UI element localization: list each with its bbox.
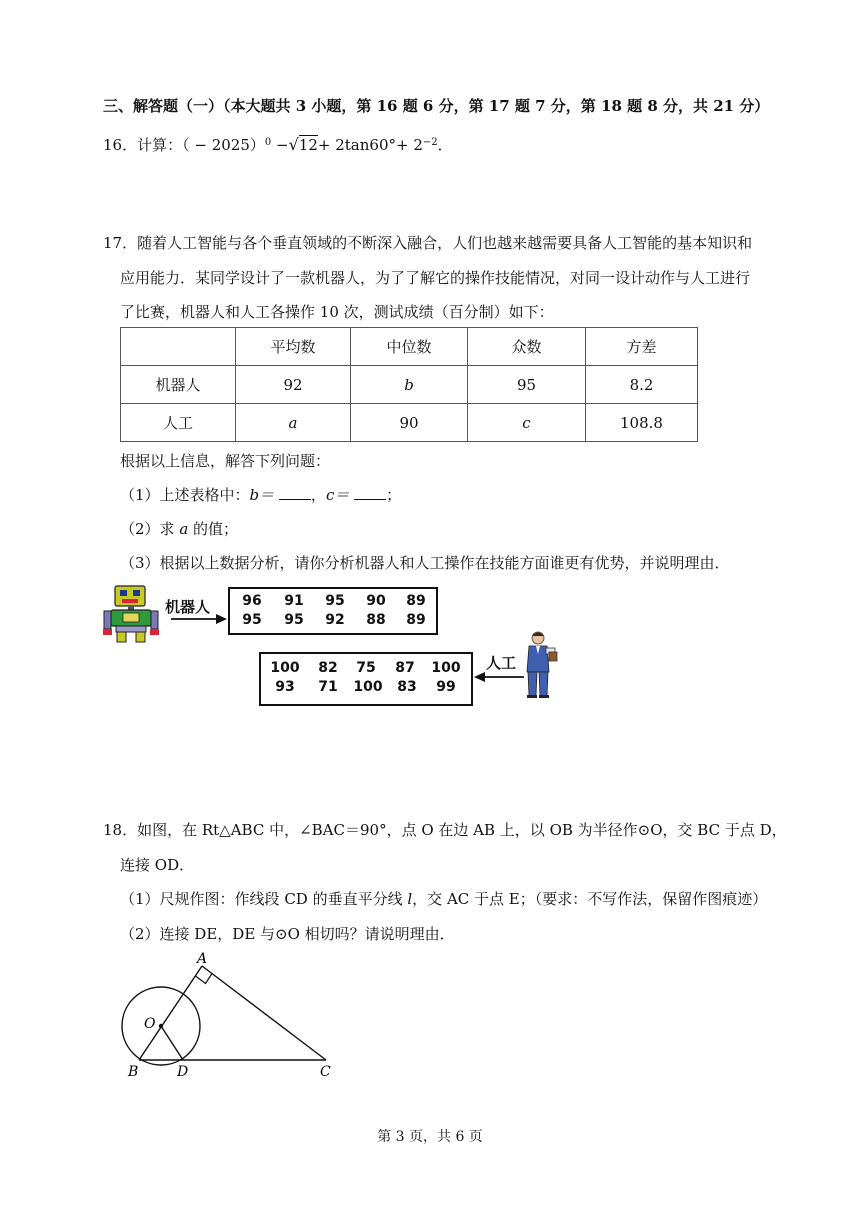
score-cell: 92 <box>325 612 345 628</box>
q17-part1-sep: ， <box>310 486 326 504</box>
table-row <box>121 366 698 404</box>
human-scores-row <box>261 678 471 697</box>
label-d: D <box>177 1064 189 1080</box>
q16-base: （ − 2025） <box>182 136 265 154</box>
q17-line2: 应用能力．某同学设计了一款机器人，为了了解它的操作技能情况，对同一设计动作与人工进行 <box>120 269 751 287</box>
q17-line3: 了比赛，机器人和人工各操作 10 次，测试成绩（百分制）如下： <box>120 303 554 321</box>
q16-minus: − <box>271 136 289 154</box>
score-cell: 82 <box>318 660 338 676</box>
score-cell: 93 <box>275 679 295 695</box>
q16-exp0: 0 <box>264 137 272 148</box>
table-header-cell: 平均数 <box>236 328 351 366</box>
arrow-right-icon <box>171 612 227 626</box>
table-cell: 人工 <box>121 404 236 442</box>
human-scores-box <box>259 652 473 706</box>
table-row <box>121 404 698 442</box>
table-cell: 8.2 <box>586 366 698 404</box>
triangle-circle-diagram <box>110 950 350 1080</box>
q18-part2: （2）连接 DE，DE 与⊙O 相切吗？请说明理由． <box>120 925 455 943</box>
q17-part1 <box>120 485 401 505</box>
q17-part2-var: a <box>179 520 189 538</box>
human-scores-row <box>261 659 471 678</box>
table-cell: a <box>236 404 351 442</box>
arrow-left-icon <box>474 670 524 684</box>
q16-radicand: 12 <box>298 136 318 154</box>
score-cell: 100 <box>353 679 383 695</box>
q17-part2-label: （2）求 <box>120 520 180 538</box>
label-o: O <box>144 1016 156 1032</box>
table-header-cell <box>121 328 236 366</box>
segment-od <box>161 1026 183 1060</box>
table-cell: 机器人 <box>121 366 236 404</box>
q16-end: ． <box>437 136 453 154</box>
q17-line1: 17．随着人工智能与各个垂直领域的不断深入融合，人们也越来越需要具备人工智能的基本知识和 <box>103 234 753 252</box>
score-cell: 95 <box>325 593 345 609</box>
score-cell: 87 <box>395 660 415 676</box>
q17-part1-b-label: b＝ <box>249 486 279 504</box>
robot-scores-box <box>228 587 438 635</box>
section-header: 三、解答题（一）（本大题共 3 小题，第 16 题 6 分，第 17 题 7 分，第 18 题 8 分，共 21 分） <box>103 97 770 115</box>
q17-part1-end: ； <box>386 486 402 504</box>
score-cell: 96 <box>242 593 262 609</box>
side-ab <box>139 966 202 1060</box>
label-b: B <box>128 1064 139 1080</box>
score-cell: 88 <box>366 612 386 628</box>
q18-line1: 18．如图，在 Rt△ABC 中，∠BAC＝90°，点 O 在边 AB 上，以 OB 为半径作⊙O，交 BC 于点 D， <box>103 821 787 839</box>
q17-part1-c-label: c＝ <box>325 486 355 504</box>
table-cell: 108.8 <box>586 404 698 442</box>
score-cell: 71 <box>318 679 338 695</box>
score-cell: 95 <box>242 612 262 628</box>
robot-scores-row <box>230 611 436 630</box>
score-cell: 100 <box>270 660 300 676</box>
q17-part1-label: （1）上述表格中： <box>120 486 250 504</box>
answer-blank-b[interactable] <box>279 485 311 500</box>
score-cell: 89 <box>406 593 426 609</box>
table-header-cell: 方差 <box>586 328 698 366</box>
sqrt-icon: √ <box>288 135 299 154</box>
right-angle-mark <box>196 974 213 984</box>
table-header-cell: 众数 <box>468 328 586 366</box>
score-cell: 95 <box>284 612 304 628</box>
score-cell: 99 <box>436 679 456 695</box>
q17-intro: 根据以上信息，解答下列问题： <box>120 452 331 470</box>
table-cell: 90 <box>351 404 468 442</box>
question-16 <box>103 135 453 155</box>
q16-prefix: 16．计算： <box>103 136 183 154</box>
robot-label: 机器人 <box>165 598 211 616</box>
score-cell: 90 <box>366 593 386 609</box>
side-ac <box>202 966 326 1060</box>
human-label: 人工 <box>486 654 517 672</box>
robot-icon <box>103 585 159 643</box>
q18-part1-label: （1）尺规作图：作线段 CD 的垂直平分线 <box>120 890 408 908</box>
table-cell: 92 <box>236 366 351 404</box>
table-cell: 95 <box>468 366 586 404</box>
q17-part3: （3）根据以上数据分析，请你分析机器人和人工操作在技能方面谁更有优势，并说明理由． <box>120 554 730 572</box>
worker-icon <box>520 630 560 698</box>
q16-rest: + 2tan60°+ 2 <box>317 136 423 154</box>
page-footer: 第 3 页，共 6 页 <box>377 1129 483 1145</box>
q18-line2: 连接 OD． <box>120 856 195 874</box>
label-c: C <box>320 1064 331 1080</box>
score-cell: 83 <box>397 679 417 695</box>
label-a: A <box>197 951 208 967</box>
score-cell: 91 <box>284 593 304 609</box>
q16-exp-neg2: −2 <box>422 137 438 148</box>
table-cell: b <box>351 366 468 404</box>
score-cell: 75 <box>356 660 376 676</box>
score-cell: 100 <box>431 660 461 676</box>
q18-part1-var: l <box>407 890 413 908</box>
q17-part2-end: 的值； <box>188 520 239 538</box>
score-stats-table <box>120 327 698 442</box>
table-cell: c <box>468 404 586 442</box>
robot-scores-row <box>230 592 436 611</box>
table-header-row <box>121 328 698 366</box>
q18-part1-end: ，交 AC 于点 E；（要求：不写作法，保留作图痕迹） <box>412 890 768 908</box>
score-cell: 89 <box>406 612 426 628</box>
center-point-o <box>159 1024 163 1028</box>
table-header-cell: 中位数 <box>351 328 468 366</box>
answer-blank-c[interactable] <box>354 485 386 500</box>
q18-part1 <box>120 889 767 909</box>
q17-part2 <box>120 519 238 539</box>
